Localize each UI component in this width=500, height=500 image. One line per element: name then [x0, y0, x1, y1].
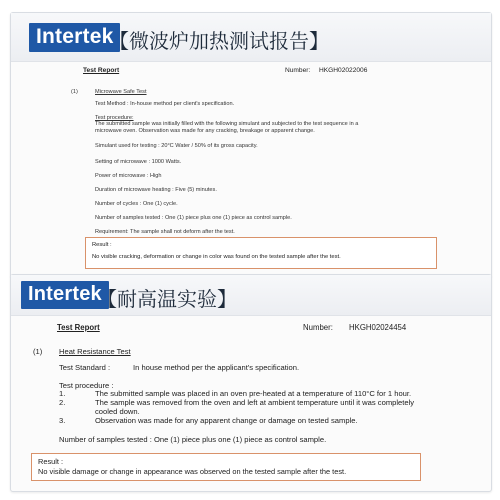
step-number: 2. [59, 398, 66, 407]
procedure-label: Test procedure : [59, 381, 114, 390]
intertek-logo: Intertek [21, 281, 109, 309]
section-index: (1) [33, 347, 43, 356]
step-text: Observation was made for any apparent change or damage on tested sample. [95, 416, 358, 425]
procedure-label: Test procedure: [95, 115, 134, 121]
result-box [85, 237, 437, 269]
test-standard-label: Test Standard : [59, 363, 111, 372]
heat-resistance-panel [10, 274, 492, 492]
result-text: No visible damage or change in appearance was observed on the tested sample after the test. [38, 467, 347, 476]
duration-line: Duration of microwave heating : Five (5) minutes. [95, 187, 217, 193]
requirement-line: Requirement: The sample shall not deform after the test. [95, 229, 235, 235]
number-label: Number: [303, 323, 333, 332]
result-label: Result : [92, 242, 112, 248]
step-text: The sample was removed from the oven and left at ambient temperature until it was completely [95, 398, 415, 407]
samples-line: Number of samples tested : One (1) piece plus one (1) piece as control sample. [95, 215, 292, 221]
result-box [31, 453, 421, 481]
section-title: Heat Resistance Test [59, 347, 131, 356]
step-text: The submitted sample was placed in an oven pre-heated at a temperature of 110°C for 1 hour. [95, 389, 412, 398]
step-number: 3. [59, 416, 66, 425]
simulant-line: Simulant used for testing : 20°C Water / 50% of its gross capacity. [95, 143, 258, 149]
procedure-line: The submitted sample was initially filled with the following simulant and subjected to the test sequence in a [95, 121, 359, 127]
setting-line: Setting of microwave : 1000 Watts. [95, 159, 182, 165]
section-index: (1) [71, 89, 78, 95]
number-value: HKGH02022006 [319, 67, 368, 74]
panel-header [11, 275, 491, 316]
number-value: HKGH02024454 [349, 323, 407, 332]
number-label: Number: [285, 67, 311, 74]
power-line: Power of microwave : High [95, 173, 162, 179]
step-number: 1. [59, 389, 66, 398]
test-standard-value: In house method per the applicant's specification. [133, 363, 300, 372]
panel-title: 【微波炉加热测试报告】 [109, 29, 329, 53]
test-report-label: Test Report [83, 67, 120, 74]
intertek-logo: Intertek [29, 23, 120, 52]
cycles-line: Number of cycles : One (1) cycle. [95, 201, 178, 207]
test-report-label: Test Report [57, 323, 100, 332]
microwave-test-panel [10, 12, 492, 278]
section-title: Microwave Safe Test [95, 89, 147, 95]
test-method: Test Method : In-house method per client's specification. [95, 101, 235, 107]
step-text: cooled down. [95, 407, 140, 416]
result-label: Result : [38, 457, 64, 466]
panel-title: 【耐高温实验】 [97, 287, 237, 311]
samples-line: Number of samples tested : One (1) piece plus one (1) piece as control sample. [59, 435, 327, 444]
panel-header [11, 13, 491, 62]
procedure-line: microwave oven. Observation was made for any cracking, breakage or apparent change. [95, 128, 315, 134]
result-text: No visible cracking, deformation or change in color was found on the tested sample after the test. [92, 254, 341, 260]
